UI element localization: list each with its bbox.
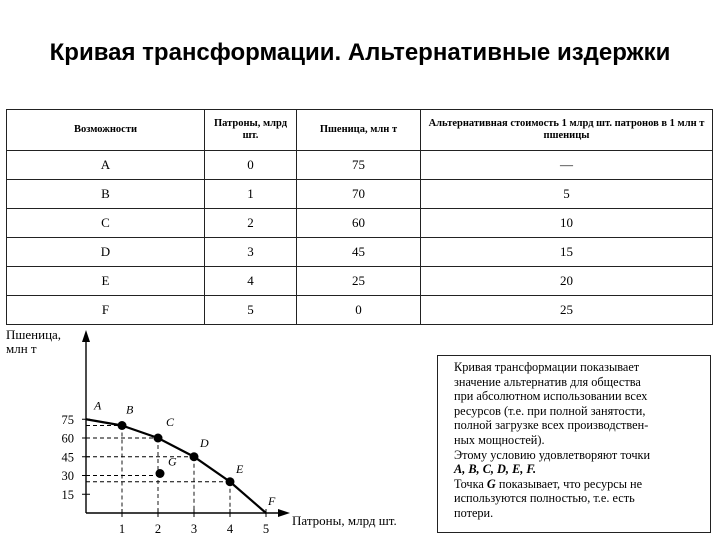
header-opportunity-cost: Альтернативная стоимость 1 млрд шт. патронов в 1 млн т пшеницы <box>421 110 713 151</box>
info-line: Этому условию удовлетворяют точки <box>454 447 651 462</box>
table-row <box>7 238 713 267</box>
table-row <box>7 209 713 238</box>
y-axis-arrow <box>82 330 90 342</box>
point-marker <box>190 452 199 461</box>
info-box <box>437 355 711 533</box>
info-text: показывает, что ресурсы не <box>495 476 643 491</box>
info-line: Кривая трансформации показывает <box>454 360 640 374</box>
x-axis-label: Патроны, млрд шт. <box>292 513 397 528</box>
info-text: Точка <box>454 476 487 491</box>
point-label: B <box>126 402 134 417</box>
y-tick-label: 45 <box>61 450 74 465</box>
cell-cost: — <box>421 151 713 180</box>
cell-possibility: D <box>7 238 205 267</box>
info-line: потери. <box>454 505 494 520</box>
graph-labels <box>6 327 397 536</box>
cell-cartridges: 3 <box>205 238 297 267</box>
point-label: G <box>168 454 177 469</box>
info-line: значение альтернатив для общества <box>454 374 641 389</box>
point-label: A <box>94 398 102 413</box>
cell-wheat: 0 <box>297 296 421 325</box>
info-line <box>454 477 702 492</box>
x-tick-label: 2 <box>154 522 162 536</box>
header-possibilities: Возможности <box>7 110 205 151</box>
info-line: ных мощностей). <box>454 432 545 447</box>
cell-possibility: C <box>7 209 205 238</box>
header-cartridges: Патроны, млрд шт. <box>205 110 297 151</box>
cell-cost: 20 <box>421 267 713 296</box>
cell-possibility: F <box>7 296 205 325</box>
cell-cost: 25 <box>421 296 713 325</box>
cell-possibility: B <box>7 180 205 209</box>
y-tick-label: 60 <box>61 431 74 446</box>
x-axis-arrow <box>278 509 290 517</box>
point-label: C <box>166 415 175 429</box>
ppf-graph <box>0 320 430 540</box>
y-tick-label: 15 <box>61 487 74 502</box>
cell-cartridges: 0 <box>205 151 297 180</box>
cell-possibility: E <box>7 267 205 296</box>
point-label: D <box>200 435 209 450</box>
cell-cartridges: 5 <box>205 296 297 325</box>
info-line-points: A, B, C, D, E, F. <box>454 462 537 477</box>
cell-wheat: 70 <box>297 180 421 209</box>
cell-cartridges: 4 <box>205 267 297 296</box>
x-tick-label: 4 <box>226 522 234 536</box>
opportunity-cost-table <box>6 109 713 325</box>
info-point-g: G <box>486 476 496 491</box>
y-tick-label: 75 <box>61 412 74 427</box>
x-tick-label: 1 <box>118 522 126 536</box>
cell-possibility: A <box>7 151 205 180</box>
point-marker-g <box>156 469 165 478</box>
cell-wheat: 45 <box>297 238 421 267</box>
cell-cost: 5 <box>421 180 713 209</box>
cell-cost: 15 <box>421 238 713 267</box>
info-line: используются полностью, т.е. есть <box>454 491 635 506</box>
point-label: F <box>268 494 276 508</box>
cell-cartridges: 2 <box>205 209 297 238</box>
info-line: при абсолютном использовании всех <box>454 389 648 404</box>
point-marker <box>154 434 163 443</box>
cell-wheat: 75 <box>297 151 421 180</box>
x-tick-label: 5 <box>262 522 270 536</box>
table-header-row <box>7 110 713 151</box>
y-tick-label: 30 <box>61 469 74 483</box>
x-tick-label: 3 <box>190 522 198 536</box>
page-title: Кривая трансформации. Альтернативные издержки <box>49 39 671 66</box>
point-marker <box>226 477 235 486</box>
cell-cartridges: 1 <box>205 180 297 209</box>
point-marker <box>118 421 127 430</box>
info-line: ресурсов (т.е. при полной занятости, <box>454 403 646 418</box>
table-row <box>7 151 713 180</box>
table-row <box>7 267 713 296</box>
header-wheat: Пшеница, млн т <box>297 110 421 151</box>
cell-wheat: 25 <box>297 267 421 296</box>
cell-wheat: 60 <box>297 209 421 238</box>
y-axis-label: Пшеница, <box>6 327 62 342</box>
point-label: E <box>236 461 244 476</box>
table-row <box>7 180 713 209</box>
cell-cost: 10 <box>421 209 713 238</box>
y-axis-label: млн т <box>6 341 37 356</box>
info-line: полной загрузке всех производствен- <box>454 418 649 433</box>
